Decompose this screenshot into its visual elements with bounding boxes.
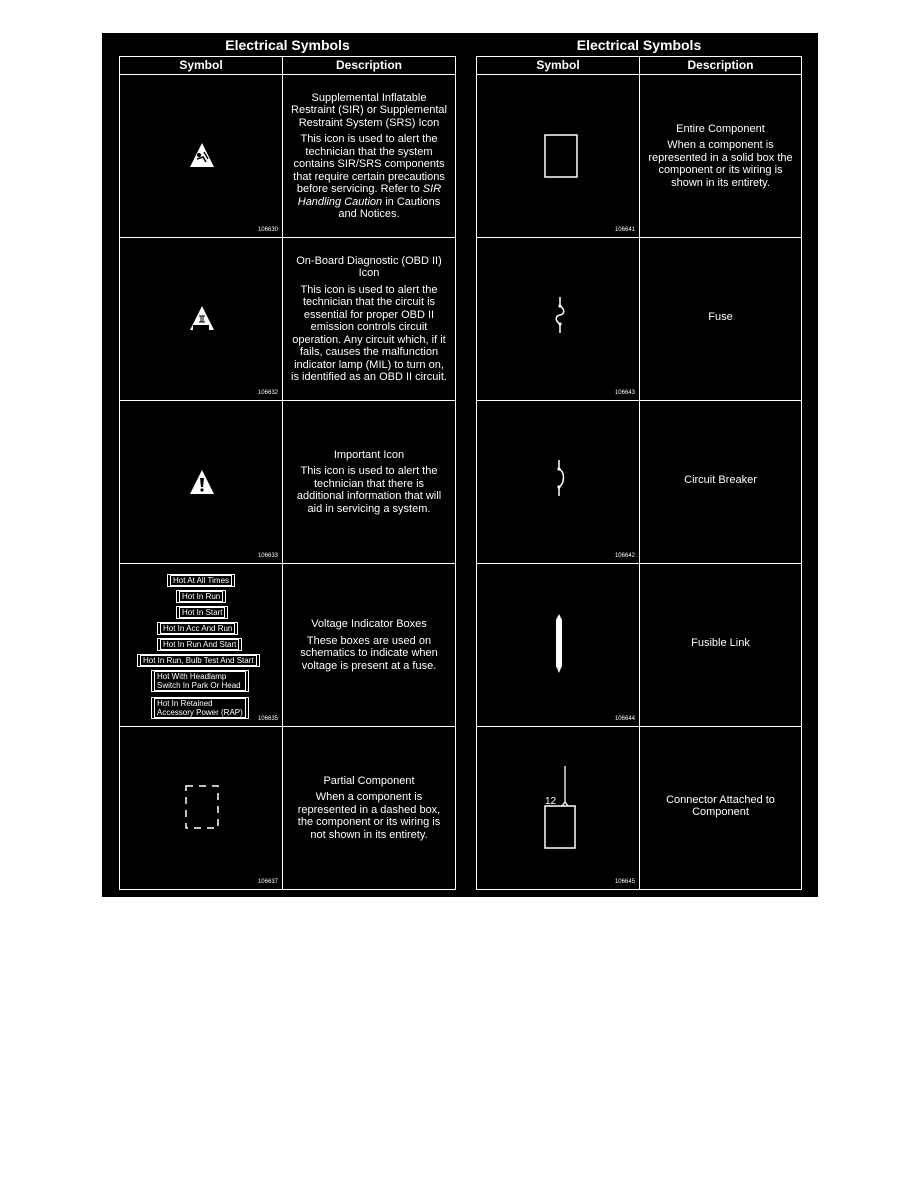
symbol-cell-fusible-link	[476, 563, 640, 727]
description-cell-circuit-breaker	[639, 400, 802, 564]
description-cell-fusible-link	[639, 563, 802, 727]
description-body: This icon is used to alert the technician that the circuit is essential for proper OBD II emission controls circuit operation. Any circuit which, if it fails, causes the malfunction indicator lamp (MIL) to turn on, is identified as an OBD II circuit.	[291, 283, 447, 383]
description-title: Connector Attached to Component	[666, 793, 775, 818]
description-body: These boxes are used on schematics to indicate when voltage is present at a fuse.	[300, 634, 438, 672]
fuse-icon	[552, 295, 568, 335]
ref-number: 106635	[257, 716, 278, 722]
description-title: Circuit Breaker	[684, 473, 757, 486]
dashed-box-icon	[184, 784, 220, 830]
symbol-cell-partial	[119, 726, 283, 890]
description-cell-entire	[639, 74, 802, 238]
description-title: Supplemental Inflatable Restraint (SIR) or Supplemental Restraint System (SRS) Icon	[291, 91, 447, 129]
symbol-cell-obd	[119, 237, 283, 401]
description-title: Voltage Indicator Boxes	[311, 618, 427, 630]
important-exclamation-triangle-icon	[189, 469, 215, 495]
left-description-header: Description	[282, 56, 456, 75]
left-symbols-table	[119, 33, 456, 897]
description-title: Important Icon	[333, 448, 405, 461]
right-description-header: Description	[639, 56, 802, 75]
cross-reference-link[interactable]: SIR Handling Caution	[297, 183, 442, 208]
right-table-title: Electrical Symbols	[576, 37, 702, 53]
voltage-box-hot-with-headlamp: Hot With Headlamp Switch In Park Or Head	[151, 670, 249, 692]
ref-number: 106643	[614, 390, 635, 396]
sir-warning-triangle-icon	[189, 142, 215, 168]
description-cell-partial	[282, 726, 456, 890]
symbol-cell-voltage	[119, 563, 283, 727]
description-title: Fusible Link	[691, 636, 750, 649]
right-symbol-header: Symbol	[476, 56, 640, 75]
voltage-box-hot-at-all-times: Hot At All Times	[167, 574, 235, 587]
solid-box-icon	[544, 134, 578, 178]
description-text: This icon is used to alert the technician that the system contains SIR/SRS components that require certain precautions before servicing. Refer to	[293, 133, 445, 195]
circuit-breaker-icon	[552, 458, 568, 498]
description-cell-fuse	[639, 237, 802, 401]
ref-number: 106633	[257, 553, 278, 559]
description-text-end: in Cautions and Notices.	[338, 195, 441, 220]
ref-number: 106637	[257, 879, 278, 885]
description-body: When a component is represented in a solid box the component or its wiring is shown in its entirety.	[648, 139, 793, 189]
fusible-link-icon	[553, 613, 565, 675]
voltage-box-hot-in-retained-accessory-power: Hot In Retained Accessory Power (RAP)	[151, 697, 249, 719]
ref-number: 106630	[257, 227, 278, 233]
description-cell-sir	[282, 74, 456, 238]
symbol-cell-circuit-breaker	[476, 400, 640, 564]
description-cell-voltage	[282, 563, 456, 727]
left-table-title: Electrical Symbols	[225, 37, 350, 53]
right-symbols-table	[476, 33, 802, 897]
ref-number: 106644	[614, 716, 635, 722]
obd-ii-triangle-icon	[189, 305, 215, 331]
description-title: Entire Component	[676, 122, 765, 135]
symbol-cell-fuse	[476, 237, 640, 401]
description-body: This icon is used to alert the technician that there is additional information that will aid in servicing a system.	[296, 465, 442, 515]
symbol-cell-sir	[119, 74, 283, 238]
voltage-box-hot-in-run: Hot In Run	[176, 590, 226, 603]
description-cell-connector	[639, 726, 802, 890]
voltage-box-hot-in-start: Hot In Start	[176, 606, 228, 619]
ref-number: 106641	[614, 227, 635, 233]
ref-number: 106645	[614, 879, 635, 885]
description-title: On-Board Diagnostic (OBD II) Icon	[296, 254, 442, 279]
description-body	[289, 133, 449, 221]
ref-number: 106632	[257, 390, 278, 396]
symbol-cell-important	[119, 400, 283, 564]
connector-attached-icon	[543, 764, 577, 852]
description-cell-obd	[282, 237, 456, 401]
ref-number: 106642	[614, 553, 635, 559]
description-body: When a component is represented in a dashed box, the component or its wiring is not shown in its entirety.	[297, 791, 441, 841]
description-title: Partial Component	[323, 774, 415, 787]
voltage-box-hot-in-run-bulb-test-and-start: Hot In Run, Bulb Test And Start	[137, 654, 260, 667]
description-title: Fuse	[708, 310, 733, 323]
connector-pin-label: 12	[545, 796, 557, 807]
voltage-box-hot-in-acc-and-run: Hot In Acc And Run	[157, 622, 238, 635]
description-cell-important	[282, 400, 456, 564]
left-symbol-header: Symbol	[119, 56, 283, 75]
symbol-cell-entire	[476, 74, 640, 238]
symbol-cell-connector	[476, 726, 640, 890]
symbols-panel	[102, 33, 818, 897]
voltage-box-hot-in-run-and-start: Hot In Run And Start	[157, 638, 242, 651]
